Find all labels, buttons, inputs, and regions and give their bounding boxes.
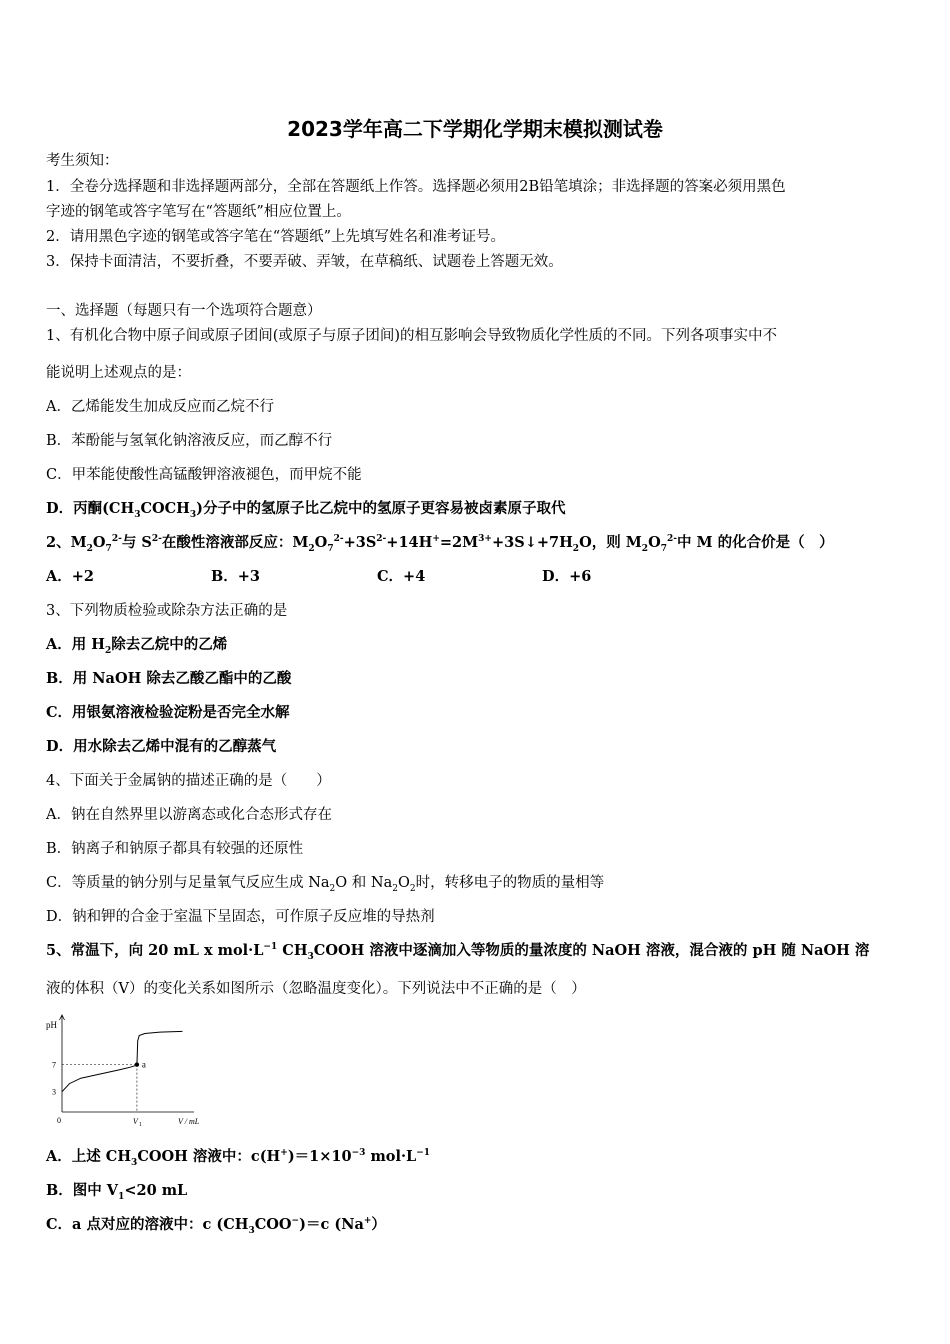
q3-option-a: A．用 $H_2$除去乙烷中的乙烯 bbox=[46, 636, 228, 656]
section-heading: 一、选择题（每题只有一个选项符合题意） bbox=[46, 303, 322, 319]
x-tick-label-sub: 1 bbox=[138, 1122, 142, 1128]
q3-stem: 3、下列物质检验或除杂方法正确的是 bbox=[46, 603, 288, 619]
y-axis-label: pH bbox=[46, 1020, 57, 1030]
y-tick-label: 7 bbox=[52, 1060, 56, 1070]
titration-chart bbox=[40, 1012, 200, 1136]
q1-stem-line-2: 能说明上述观点的是： bbox=[46, 365, 191, 381]
q1-stem-line-1: 1、有机化合物中原子间或原子团间(或原子与原子团间)的相互影响会导致物质化学性质的不同。下列各项事实中不 bbox=[46, 328, 778, 344]
q3-option-b: B．用 NaOH 除去乙酸乙酯中的乙酸 bbox=[46, 670, 292, 687]
point-a-marker bbox=[135, 1062, 139, 1066]
q2-option-a: A．+2 bbox=[46, 568, 94, 585]
x-tick-label-v: V bbox=[132, 1117, 138, 1126]
q1-option-d: D．丙酮$(CH_3COCH_3)$分子中的氢原子比乙烷中的氢原子更容易被卤素原子取代 bbox=[46, 500, 566, 520]
notice-heading: 考生须知： bbox=[46, 153, 119, 169]
q1-option-b: B．苯酚能与氢氧化钠溶液反应，而乙醇不行 bbox=[46, 433, 333, 449]
q1-option-a: A．乙烯能发生加成反应而乙烷不行 bbox=[46, 399, 274, 415]
q4-stem: 4、下面关于金属钠的描述正确的是（ ） bbox=[46, 773, 331, 789]
q5-option-c: C．a 点对应的溶液中：c $(CH_3COO^-)=c$ (Na+） bbox=[46, 1216, 386, 1236]
q2-option-d: D．+6 bbox=[542, 568, 592, 585]
q4-option-a: A．钠在自然界里以游离态或化合态形式存在 bbox=[46, 807, 332, 823]
q2-option-b: B．+3 bbox=[211, 568, 260, 585]
page-title: 2023学年高二下学期化学期末模拟测试卷 bbox=[287, 117, 663, 141]
notice-item-1-line-1: 1．全卷分选择题和非选择题两部分，全部在答题纸上作答。选择题必须用2B铅笔填涂；非选择题的答案必须用黑色 bbox=[46, 179, 786, 195]
point-a-label: a bbox=[141, 1059, 146, 1070]
q4-option-d: D．钠和钾的合金于室温下呈固态，可作原子反应堆的导热剂 bbox=[46, 909, 435, 925]
y-tick-label: 3 bbox=[52, 1087, 56, 1097]
q4-option-b: B．钠离子和钠原子都具有较强的还原性 bbox=[46, 841, 304, 857]
q2-option-c: C．+4 bbox=[377, 568, 426, 585]
q5-stem-line-2: 液的体积（V）的变化关系如图所示（忽略温度变化）。下列说法中不正确的是（ ） bbox=[46, 981, 586, 997]
x-axis-label: V / mL bbox=[178, 1117, 200, 1126]
q4-option-c: C．等质量的钠分别与足量氧气反应生成 $Na_2O$ 和 $Na_2O_2$时，转移电子的物质的量相等 bbox=[46, 875, 605, 894]
notice-item-2: 2．请用黑色字迹的钢笔或答字笔在“答题纸”上先填写姓名和准考证号。 bbox=[46, 229, 506, 245]
notice-item-3: 3．保持卡面清洁，不要折叠，不要弄破、弄皱，在草稿纸、试题卷上答题无效。 bbox=[46, 254, 563, 270]
q2-stem: 2、$M_2O_7^{2-}$与 $S^{2-}$在酸性溶液部反应：$M_2O_7^{2-}+3S^{2-}+14H^+=2M^{3+}+3S↓+7H_2O$，则 $M_2O_7^{2-}$中 M 的化合价是（ ） bbox=[46, 534, 834, 554]
q3-option-d: D．用水除去乙烯中混有的乙醇蒸气 bbox=[46, 738, 277, 755]
x-origin-label: 0 bbox=[57, 1116, 61, 1125]
q1-option-c: C．甲苯能使酸性高锰酸钾溶液褪色，而甲烷不能 bbox=[46, 467, 362, 483]
notice-item-1-line-2: 字迹的钢笔或答字笔写在“答题纸”相应位置上。 bbox=[46, 204, 351, 220]
q5-option-a: A．上述 $CH_3COOH$ 溶液中：$c(H^+)=1\times 10^{-3}$ $mol\cdot L^{-1}$ bbox=[46, 1148, 431, 1168]
q3-option-c: C．用银氨溶液检验淀粉是否完全水解 bbox=[46, 704, 290, 721]
q5-option-b: B．图中 $V_1<20$ mL bbox=[46, 1182, 188, 1202]
q5-stem-line-1: 5、常温下，向 20 mL x $mol\cdot L^{-1}$ $CH_3COOH$ 溶液中逐滴加入等物质的量浓度的 NaOH 溶液，混合液的 pH 随 NaOH 溶 bbox=[46, 942, 870, 962]
titration-curve bbox=[62, 1031, 183, 1091]
q2-options bbox=[46, 570, 646, 586]
